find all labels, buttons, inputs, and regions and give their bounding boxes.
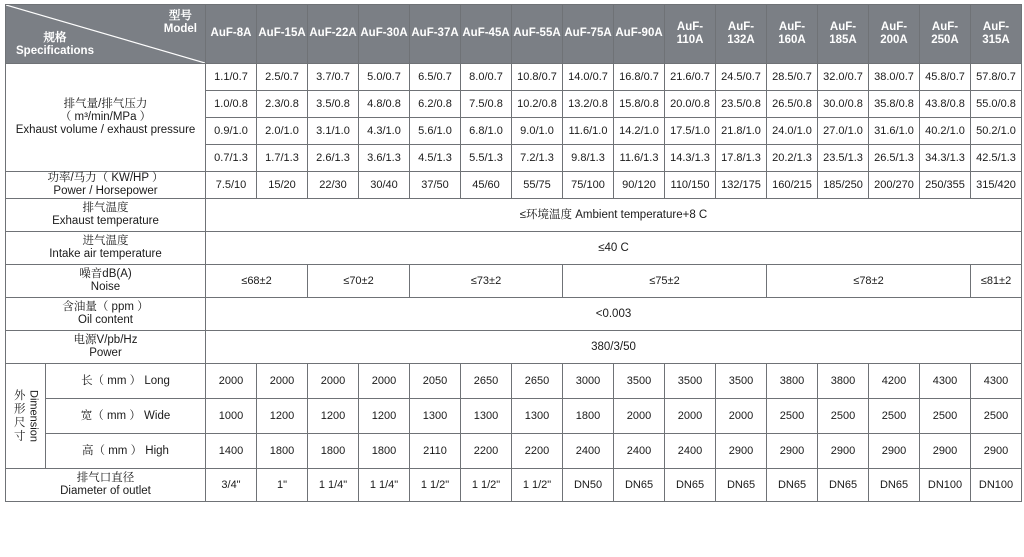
cell-dimension-high: 2400 (665, 434, 716, 469)
cell-dimension-wide: 2000 (665, 399, 716, 434)
cell-dimension-high: 2900 (818, 434, 869, 469)
table-row-dimension-long (6, 364, 1022, 399)
cell-exhaust: 34.3/1.3 (920, 145, 971, 172)
cell-exhaust: 26.5/1.3 (869, 145, 920, 172)
table-row-outlet-diameter (6, 469, 1022, 502)
cell-dimension-high: 2400 (614, 434, 665, 469)
cell-noise: ≤73±2 (410, 265, 563, 298)
row-label-en: Exhaust temperature (52, 215, 159, 228)
corner-spec-cn: 规格 (43, 31, 67, 44)
table-row-power-horsepower (6, 172, 1022, 199)
model-header: AuF-8A (206, 5, 257, 64)
cell-exhaust: 10.2/0.8 (512, 91, 563, 118)
cell-exhaust: 28.5/0.7 (767, 64, 818, 91)
cell-exhaust: 14.0/0.7 (563, 64, 614, 91)
cell-intake-temperature: ≤40 C (206, 232, 1022, 265)
cell-exhaust: 0.7/1.3 (206, 145, 257, 172)
row-label-exhaust (6, 64, 206, 172)
cell-outlet: 1" (257, 469, 308, 502)
cell-dimension-long: 3800 (767, 364, 818, 399)
row-label-exhaust-temperature (6, 199, 206, 232)
cell-dimension-wide: 1200 (359, 399, 410, 434)
row-label-noise (6, 265, 206, 298)
cell-dimension-long: 4300 (920, 364, 971, 399)
cell-dimension-wide: 1000 (206, 399, 257, 434)
cell-exhaust: 42.5/1.3 (971, 145, 1022, 172)
model-header: AuF-315A (971, 5, 1022, 64)
row-label-cn: 排气口直径 (76, 472, 135, 485)
cell-dimension-high: 1800 (359, 434, 410, 469)
cell-exhaust: 11.6/1.0 (563, 118, 614, 145)
cell-exhaust: 40.2/1.0 (920, 118, 971, 145)
model-header: AuF-250A (920, 5, 971, 64)
cell-dimension-long: 2000 (257, 364, 308, 399)
corner-spec-en: Specifications (16, 44, 94, 57)
cell-power-hp: 22/30 (308, 172, 359, 199)
row-label-en: Power / Horsepower (53, 185, 158, 198)
cell-exhaust: 6.8/1.0 (461, 118, 512, 145)
table-row-dimension-wide (6, 399, 1022, 434)
cell-exhaust: 20.0/0.8 (665, 91, 716, 118)
cell-dimension-long: 2650 (461, 364, 512, 399)
cell-power-hp: 7.5/10 (206, 172, 257, 199)
cell-power-hp: 160/215 (767, 172, 818, 199)
sub-label-long (46, 364, 206, 399)
cell-power-hp: 55/75 (512, 172, 563, 199)
cell-exhaust: 3.7/0.7 (308, 64, 359, 91)
corner-model-en: Model (163, 23, 197, 36)
corner-spec-label (16, 32, 94, 58)
cell-dimension-high: 2900 (869, 434, 920, 469)
table-header-row (6, 5, 1022, 64)
cell-dimension-wide: 2500 (920, 399, 971, 434)
cell-dimension-high: 2900 (971, 434, 1022, 469)
row-label-en: Exhaust volume / exhaust pressure (15, 124, 196, 137)
cell-dimension-wide: 2500 (869, 399, 920, 434)
cell-dimension-wide: 2000 (716, 399, 767, 434)
row-label-en: Power (89, 347, 122, 360)
row-label-dimension (6, 364, 46, 469)
cell-exhaust: 35.8/0.8 (869, 91, 920, 118)
row-label-en: Intake air temperature (49, 248, 162, 261)
cell-power-hp: 200/270 (869, 172, 920, 199)
cell-exhaust: 38.0/0.7 (869, 64, 920, 91)
cell-exhaust: 31.6/1.0 (869, 118, 920, 145)
table-row-dimension-high (6, 434, 1022, 469)
cell-power-hp: 132/175 (716, 172, 767, 199)
row-label-power-supply (6, 331, 206, 364)
table-row-oil-content (6, 298, 1022, 331)
cell-power-supply: 380/3/50 (206, 331, 1022, 364)
cell-power-hp: 185/250 (818, 172, 869, 199)
cell-exhaust: 20.2/1.3 (767, 145, 818, 172)
cell-exhaust: 24.0/1.0 (767, 118, 818, 145)
cell-noise: ≤81±2 (971, 265, 1022, 298)
cell-exhaust: 1.1/0.7 (206, 64, 257, 91)
cell-dimension-wide: 1300 (410, 399, 461, 434)
cell-power-hp: 90/120 (614, 172, 665, 199)
row-label-cn: 噪音dB(A) (79, 268, 132, 281)
cell-exhaust: 0.9/1.0 (206, 118, 257, 145)
cell-dimension-long: 2650 (512, 364, 563, 399)
row-label-outlet-diameter (6, 469, 206, 502)
cell-exhaust: 17.8/1.3 (716, 145, 767, 172)
cell-outlet: DN65 (614, 469, 665, 502)
cell-dimension-long: 2000 (359, 364, 410, 399)
cell-dimension-wide: 1800 (563, 399, 614, 434)
row-label-cn: 进气温度 (82, 235, 129, 248)
specifications-table (5, 4, 1022, 502)
cell-dimension-long: 3000 (563, 364, 614, 399)
cell-exhaust: 23.5/1.3 (818, 145, 869, 172)
cell-dimension-long: 4300 (971, 364, 1022, 399)
cell-exhaust: 6.5/0.7 (410, 64, 461, 91)
cell-dimension-high: 2200 (512, 434, 563, 469)
model-header: AuF-15A (257, 5, 308, 64)
cell-exhaust: 26.5/0.8 (767, 91, 818, 118)
cell-outlet: 3/4" (206, 469, 257, 502)
cell-exhaust: 4.3/1.0 (359, 118, 410, 145)
cell-dimension-wide: 2500 (818, 399, 869, 434)
cell-power-hp: 45/60 (461, 172, 512, 199)
cell-exhaust-temperature: ≤环境温度 Ambient temperature+8 C (206, 199, 1022, 232)
cell-exhaust: 2.3/0.8 (257, 91, 308, 118)
row-label-cn: 功率/马力（ KW/HP ） (47, 172, 164, 184)
cell-dimension-wide: 2500 (767, 399, 818, 434)
cell-oil-content: <0.003 (206, 298, 1022, 331)
cell-exhaust: 45.8/0.7 (920, 64, 971, 91)
cell-power-hp: 15/20 (257, 172, 308, 199)
cell-noise: ≤75±2 (563, 265, 767, 298)
table-row-power-supply (6, 331, 1022, 364)
cell-dimension-long: 3800 (818, 364, 869, 399)
cell-dimension-wide: 1300 (461, 399, 512, 434)
cell-exhaust: 8.0/0.7 (461, 64, 512, 91)
model-header: AuF-110A (665, 5, 716, 64)
cell-outlet: DN65 (665, 469, 716, 502)
cell-dimension-long: 3500 (614, 364, 665, 399)
sub-label-en: Wide (144, 409, 171, 422)
table-row-exhaust-1 (6, 64, 1022, 91)
cell-exhaust: 55.0/0.8 (971, 91, 1022, 118)
cell-outlet: DN65 (818, 469, 869, 502)
cell-exhaust: 9.0/1.0 (512, 118, 563, 145)
model-header: AuF-132A (716, 5, 767, 64)
sub-label-high (46, 434, 206, 469)
row-label-cn: 外形尺寸 (12, 389, 25, 444)
cell-noise: ≤70±2 (308, 265, 410, 298)
cell-dimension-wide: 2000 (614, 399, 665, 434)
cell-dimension-wide: 1300 (512, 399, 563, 434)
table-row-noise (6, 265, 1022, 298)
cell-exhaust: 7.5/0.8 (461, 91, 512, 118)
cell-exhaust: 1.0/0.8 (206, 91, 257, 118)
cell-exhaust: 4.5/1.3 (410, 145, 461, 172)
cell-exhaust: 21.6/0.7 (665, 64, 716, 91)
cell-exhaust: 2.5/0.7 (257, 64, 308, 91)
model-header: AuF-37A (410, 5, 461, 64)
cell-exhaust: 5.0/0.7 (359, 64, 410, 91)
cell-outlet: DN65 (716, 469, 767, 502)
row-label-unit: （ m³/min/MPa ） (59, 110, 152, 123)
corner-model-label (164, 10, 197, 36)
spec-sheet (5, 4, 1019, 502)
cell-dimension-long: 2050 (410, 364, 461, 399)
cell-dimension-long: 3500 (665, 364, 716, 399)
cell-outlet: 1 1/2" (461, 469, 512, 502)
corner-header-cell (6, 5, 206, 64)
cell-exhaust: 2.0/1.0 (257, 118, 308, 145)
cell-exhaust: 32.0/0.7 (818, 64, 869, 91)
cell-power-hp: 110/150 (665, 172, 716, 199)
corner-model-cn: 型号 (168, 10, 192, 22)
cell-power-hp: 30/40 (359, 172, 410, 199)
cell-exhaust: 21.8/1.0 (716, 118, 767, 145)
cell-exhaust: 15.8/0.8 (614, 91, 665, 118)
sub-label-en: Long (144, 374, 170, 387)
cell-noise: ≤78±2 (767, 265, 971, 298)
model-header: AuF-75A (563, 5, 614, 64)
row-label-cn: 电源V/pb/Hz (73, 334, 138, 347)
row-label-cn: 含油量（ ppm ） (62, 301, 149, 314)
sub-label-wide (46, 399, 206, 434)
cell-exhaust: 24.5/0.7 (716, 64, 767, 91)
row-label-oil-content (6, 298, 206, 331)
cell-exhaust: 2.6/1.3 (308, 145, 359, 172)
cell-exhaust: 1.7/1.3 (257, 145, 308, 172)
cell-exhaust: 16.8/0.7 (614, 64, 665, 91)
model-header: AuF-45A (461, 5, 512, 64)
cell-exhaust: 10.8/0.7 (512, 64, 563, 91)
cell-exhaust: 9.8/1.3 (563, 145, 614, 172)
row-label-power-horsepower (6, 172, 206, 199)
row-label-en: Noise (90, 281, 121, 294)
cell-power-hp: 250/355 (920, 172, 971, 199)
cell-exhaust: 6.2/0.8 (410, 91, 461, 118)
cell-power-hp: 75/100 (563, 172, 614, 199)
cell-dimension-long: 2000 (206, 364, 257, 399)
row-label-cn: 排气量/排气压力 (63, 97, 148, 110)
cell-exhaust: 13.2/0.8 (563, 91, 614, 118)
cell-exhaust: 30.0/0.8 (818, 91, 869, 118)
cell-exhaust: 3.5/0.8 (308, 91, 359, 118)
row-label-intake-temperature (6, 232, 206, 265)
cell-dimension-long: 2000 (308, 364, 359, 399)
cell-dimension-high: 2400 (563, 434, 614, 469)
cell-dimension-wide: 2500 (971, 399, 1022, 434)
model-header: AuF-185A (818, 5, 869, 64)
cell-exhaust: 57.8/0.7 (971, 64, 1022, 91)
model-header: AuF-200A (869, 5, 920, 64)
cell-exhaust: 50.2/1.0 (971, 118, 1022, 145)
cell-exhaust: 23.5/0.8 (716, 91, 767, 118)
model-header: AuF-55A (512, 5, 563, 64)
cell-dimension-long: 4200 (869, 364, 920, 399)
model-header: AuF-22A (308, 5, 359, 64)
cell-dimension-long: 3500 (716, 364, 767, 399)
sub-label-cn: 高（ mm ） (82, 444, 143, 457)
cell-outlet: 1 1/4" (308, 469, 359, 502)
table-row-intake-temperature (6, 232, 1022, 265)
cell-exhaust: 27.0/1.0 (818, 118, 869, 145)
cell-outlet: 1 1/4" (359, 469, 410, 502)
cell-exhaust: 7.2/1.3 (512, 145, 563, 172)
cell-dimension-high: 2900 (716, 434, 767, 469)
cell-exhaust: 14.2/1.0 (614, 118, 665, 145)
model-header: AuF-30A (359, 5, 410, 64)
cell-dimension-high: 2900 (920, 434, 971, 469)
sub-label-cn: 宽（ mm ） (80, 409, 141, 422)
cell-exhaust: 3.6/1.3 (359, 145, 410, 172)
cell-dimension-high: 2900 (767, 434, 818, 469)
cell-power-hp: 37/50 (410, 172, 461, 199)
cell-noise: ≤68±2 (206, 265, 308, 298)
row-label-cn: 排气温度 (82, 202, 129, 215)
cell-outlet: 1 1/2" (410, 469, 461, 502)
cell-exhaust: 3.1/1.0 (308, 118, 359, 145)
table-row-exhaust-temperature (6, 199, 1022, 232)
cell-outlet: DN100 (971, 469, 1022, 502)
cell-dimension-wide: 1200 (308, 399, 359, 434)
cell-outlet: 1 1/2" (512, 469, 563, 502)
cell-exhaust: 43.8/0.8 (920, 91, 971, 118)
sub-label-cn: 长（ mm ） (81, 374, 142, 387)
cell-outlet: DN100 (920, 469, 971, 502)
cell-exhaust: 5.5/1.3 (461, 145, 512, 172)
cell-power-hp: 315/420 (971, 172, 1022, 199)
row-label-en: Oil content (78, 314, 133, 327)
cell-dimension-high: 2200 (461, 434, 512, 469)
cell-dimension-high: 1400 (206, 434, 257, 469)
cell-outlet: DN65 (767, 469, 818, 502)
cell-exhaust: 14.3/1.3 (665, 145, 716, 172)
row-label-en: Diameter of outlet (60, 485, 151, 498)
row-label-en: Dimension (27, 390, 40, 443)
cell-dimension-wide: 1200 (257, 399, 308, 434)
cell-exhaust: 5.6/1.0 (410, 118, 461, 145)
cell-exhaust: 17.5/1.0 (665, 118, 716, 145)
model-header: AuF-160A (767, 5, 818, 64)
sub-label-en: High (145, 444, 169, 457)
cell-outlet: DN50 (563, 469, 614, 502)
cell-exhaust: 4.8/0.8 (359, 91, 410, 118)
model-header: AuF-90A (614, 5, 665, 64)
cell-exhaust: 11.6/1.3 (614, 145, 665, 172)
cell-outlet: DN65 (869, 469, 920, 502)
cell-dimension-high: 1800 (308, 434, 359, 469)
cell-dimension-high: 1800 (257, 434, 308, 469)
cell-dimension-high: 2110 (410, 434, 461, 469)
